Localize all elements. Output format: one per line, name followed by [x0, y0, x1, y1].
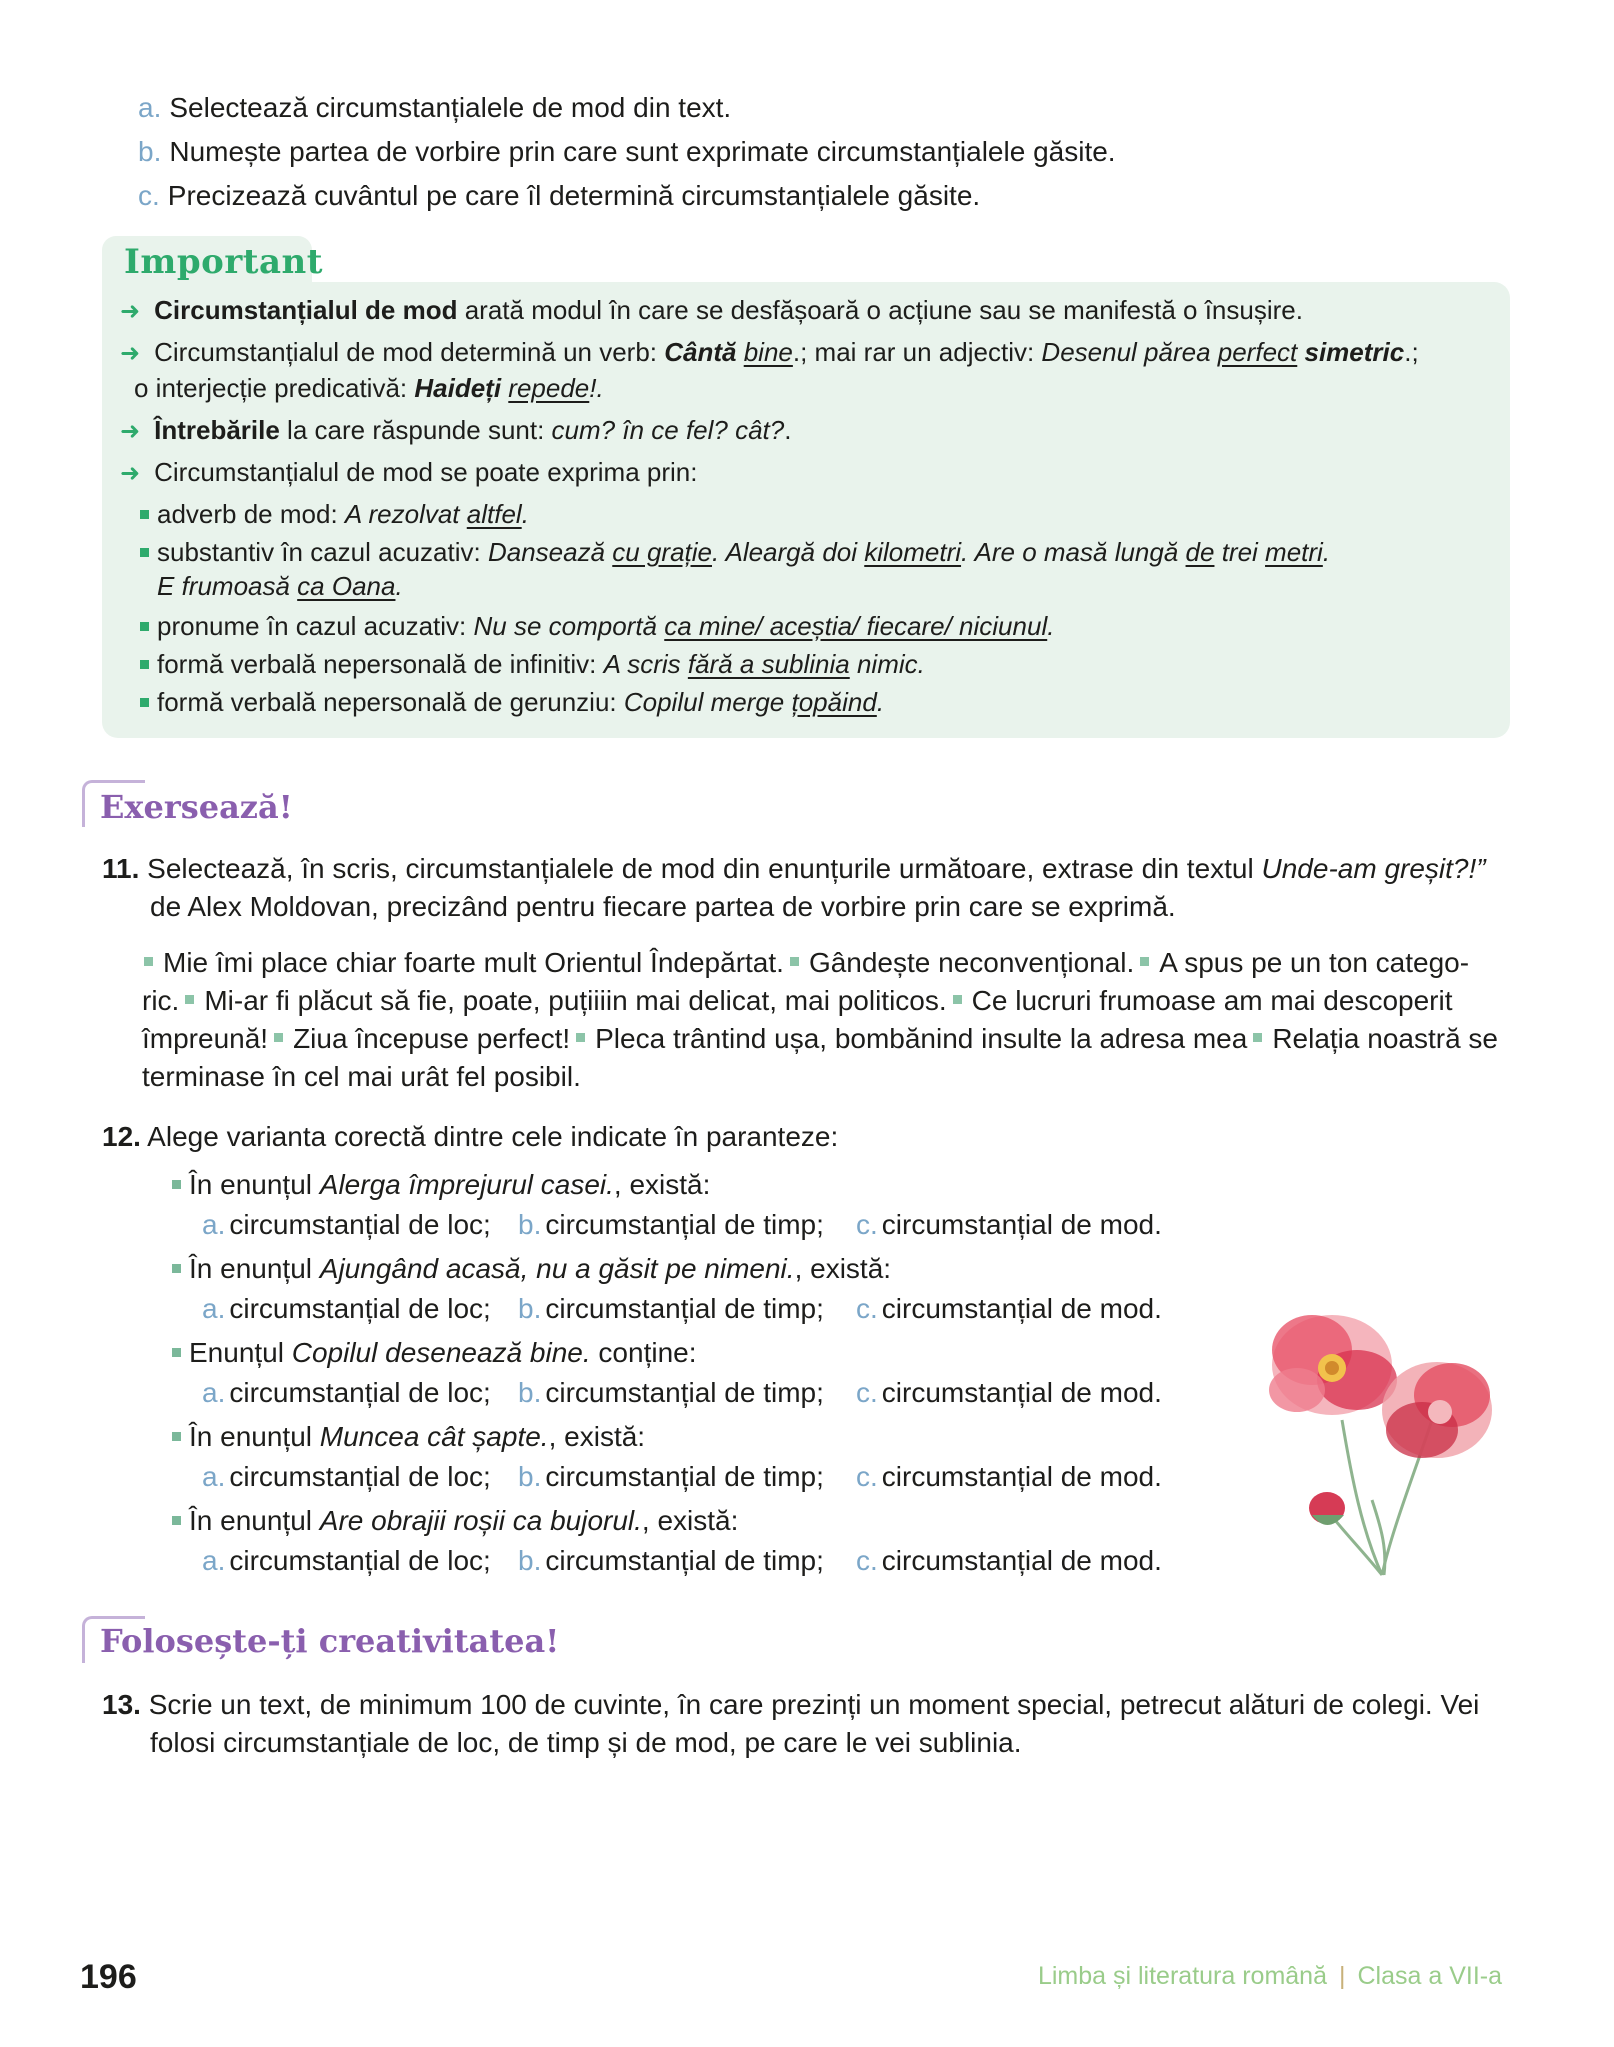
watercolor-flower-illustration	[1232, 1270, 1522, 1580]
exercise-12-question-4: În enunțul Muncea cât șapte., există:	[172, 1418, 645, 1456]
page-footer	[1038, 1962, 1502, 1991]
q4-option-c[interactable]: c. circumstanțial de mod.	[856, 1461, 1162, 1492]
arrow-icon: ➜	[120, 418, 141, 445]
intro-item-c: c. Precizează cuvântul pe care îl determină circumstanțialele găsite.	[138, 180, 981, 211]
exercise-11-line-1: 11. Selectează, în scris, circumstanțialele de mod din enunțurile următoare, extrase din textul Unde-am greșit?!”	[102, 853, 1486, 884]
section-title-practice: Exersează!	[100, 788, 293, 826]
bullet-icon	[172, 1516, 181, 1525]
q2-option-a[interactable]: a. circumstanțial de loc;	[202, 1293, 491, 1324]
intro-questions	[138, 86, 1498, 218]
bullet-icon	[790, 957, 799, 966]
important-line-1: ➜ Circumstanțialul de mod arată modul în care se desfășoară o acțiune sau se manifestă o însușire.	[120, 295, 1303, 325]
intro-item-b: b. Numește partea de vorbire prin care sunt exprimate circumstanțialele găsite.	[138, 136, 1116, 167]
bullet-icon	[140, 548, 149, 557]
section-title-creativity: Folosește-ți creativitatea!	[100, 1622, 560, 1660]
exercise-12-prompt: 12. Alege varianta corectă dintre cele indicate în paranteze:	[102, 1121, 839, 1152]
exercise-12-question-1: În enunțul Alerga împrejurul casei., există:	[172, 1166, 710, 1204]
bullet-icon	[1253, 1033, 1262, 1042]
q3-option-b[interactable]: b. circumstanțial de timp;	[518, 1377, 824, 1408]
bullet-icon	[172, 1180, 181, 1189]
important-bullet-3: pronume în cazul acuzativ: Nu se comportă ca mine/ aceștia/ fiecare/ niciunul.	[140, 608, 1054, 644]
q5-option-b[interactable]: b. circumstanțial de timp;	[518, 1545, 824, 1576]
footer-grade: Clasa a VII-a	[1357, 1962, 1502, 1990]
important-bullet-4: formă verbală nepersonală de infinitiv: A scris fără a sublinia nimic.	[140, 646, 925, 682]
important-bullet-5: formă verbală nepersonală de gerunziu: Copilul merge țopăind.	[140, 684, 884, 720]
exercise-12-question-5: În enunțul Are obrajii roșii ca bujorul., există:	[172, 1502, 738, 1540]
q1-option-a[interactable]: a. circumstanțial de loc;	[202, 1209, 491, 1240]
arrow-icon: ➜	[120, 298, 141, 325]
bullet-icon	[140, 510, 149, 519]
exercise-12-question-2: În enunțul Ajungând acasă, nu a găsit pe nimeni., există:	[172, 1250, 891, 1288]
intro-item-a: a. Selectează circumstanțialele de mod din text.	[138, 92, 732, 123]
important-title: Important	[124, 242, 323, 282]
exercise-11-sentences-row-4: terminase în cel mai urât fel posibil.	[142, 1061, 581, 1092]
q5-option-a[interactable]: a. circumstanțial de loc;	[202, 1545, 491, 1576]
exercise-13-line-2: folosi circumstanțiale de loc, de timp și de mod, pe care le vei sublinia.	[150, 1727, 1022, 1758]
important-line-2: ➜ Circumstanțialul de mod determină un verb: Cântă bine.; mai rar un adjectiv: Desenul părea perfect simetric.;	[120, 337, 1419, 367]
page-number: 196	[80, 1958, 137, 1996]
important-bullet-1: adverb de mod: A rezolvat altfel.	[140, 496, 529, 532]
bullet-icon	[140, 660, 149, 669]
q1-option-c[interactable]: c. circumstanțial de mod.	[856, 1209, 1162, 1240]
bullet-icon	[274, 1033, 283, 1042]
arrow-icon: ➜	[120, 340, 141, 367]
q3-option-c[interactable]: c. circumstanțial de mod.	[856, 1377, 1162, 1408]
footer-separator: |	[1338, 1962, 1346, 1990]
exercise-11-sentences-row-1: Mie îmi place chiar foarte mult Orientul Îndepărtat. Gândește neconvențional. A spus pe un ton catego-	[138, 944, 1469, 982]
q3-option-a[interactable]: a. circumstanțial de loc;	[202, 1377, 491, 1408]
important-line-5: ➜ Circumstanțialul de mod se poate exprima prin:	[120, 457, 698, 487]
q2-option-b[interactable]: b. circumstanțial de timp;	[518, 1293, 824, 1324]
arrow-icon: ➜	[120, 460, 141, 487]
bullet-icon	[576, 1033, 585, 1042]
bullet-icon	[140, 698, 149, 707]
q2-option-c[interactable]: c. circumstanțial de mod.	[856, 1293, 1162, 1324]
exercise-11-sentences-row-3: împreună! Ziua începuse perfect! Pleca trântind ușa, bombănind insulte la adresa mea Relația noastră se	[142, 1023, 1498, 1054]
exercise-11-line-2: de Alex Moldovan, precizând pentru fiecare partea de vorbire prin care se exprimă.	[150, 891, 1176, 922]
important-line-3: o interjecție predicativă: Haideți repede!.	[134, 373, 604, 403]
bullet-icon	[172, 1264, 181, 1273]
flower-bud	[1309, 1492, 1345, 1525]
bullet-icon	[144, 957, 153, 966]
bullet-icon	[172, 1348, 181, 1357]
exercise-12-question-3: Enunțul Copilul desenează bine. conține:	[172, 1334, 697, 1372]
footer-subject: Limba și literatura română	[1037, 1962, 1327, 1990]
bullet-icon	[1140, 957, 1149, 966]
q4-option-a[interactable]: a. circumstanțial de loc;	[202, 1461, 491, 1492]
q4-option-b[interactable]: b. circumstanțial de timp;	[518, 1461, 824, 1492]
exercise-13-line-1: 13. Scrie un text, de minimum 100 de cuvinte, în care prezinți un moment special, petrecut alături de colegi. Vei	[102, 1689, 1480, 1720]
bullet-icon	[172, 1432, 181, 1441]
flower-left-bloom	[1269, 1315, 1397, 1415]
important-bullet-2: substantiv în cazul acuzativ: Dansează cu grație. Aleargă doi kilometri. Are o masă lungă de trei metri.	[140, 534, 1330, 570]
exercise-11-sentences-row-2: ric. Mi-ar fi plăcut să fie, poate, puțiiiin mai delicat, mai politicos. Ce lucruri frumoase am mai descoperit	[142, 985, 1453, 1016]
bullet-icon	[185, 995, 194, 1004]
flower-right-bloom	[1382, 1362, 1492, 1458]
important-bullet-2-cont: E frumoasă ca Oana.	[157, 571, 403, 601]
bullet-icon	[140, 622, 149, 631]
q5-option-c[interactable]: c. circumstanțial de mod.	[856, 1545, 1162, 1576]
bullet-icon	[953, 995, 962, 1004]
q1-option-b[interactable]: b. circumstanțial de timp;	[518, 1209, 824, 1240]
important-line-4: ➜ Întrebările la care răspunde sunt: cum? în ce fel? cât?.	[120, 415, 792, 445]
